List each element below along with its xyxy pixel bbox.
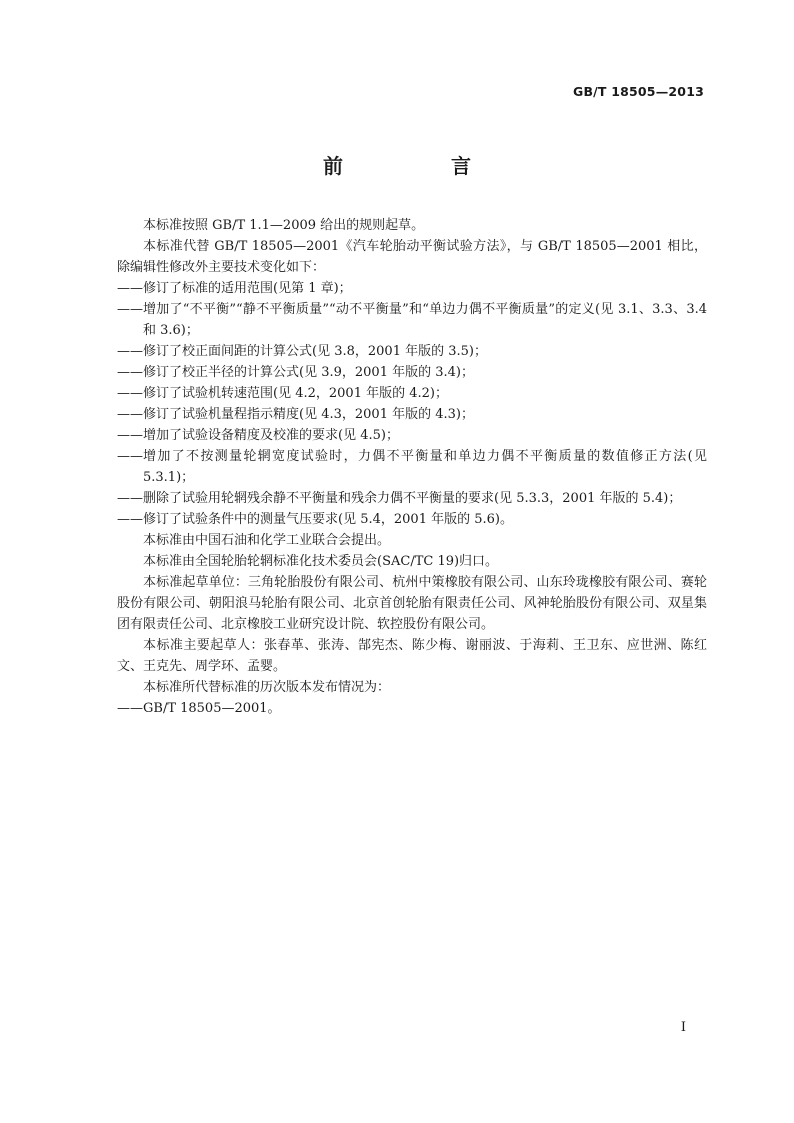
list-item-text: 增加了“不平衡”“静不平衡质量”“动不平衡量”和“单边力偶不平衡质量”的定义(见 3.1、3.3、3.4 和 3.6)； — [143, 302, 707, 338]
history-list — [117, 698, 707, 719]
dash-mark: —— — [117, 701, 143, 716]
changes-list — [117, 278, 707, 530]
list-item-text: 删除了试验用轮辋残余静不平衡量和残余力偶不平衡量的要求(见 5.3.3，2001 年版的 5.4)； — [143, 491, 682, 506]
dash-mark: —— — [117, 281, 143, 296]
list-item — [117, 404, 707, 425]
paragraph-committee: 本标准由全国轮胎轮辋标准化技术委员会(SAC/TC 19)归口。 — [143, 554, 499, 569]
dash-mark: —— — [117, 386, 143, 401]
list-item-text: 修订了校正面间距的计算公式(见 3.8，2001 年版的 3.5)； — [143, 344, 487, 359]
paragraph-history-intro: 本标准所代替标准的历次版本发布情况为： — [143, 680, 391, 695]
dash-mark: —— — [117, 512, 143, 527]
list-item-text: 修订了标准的适用范围(见第 1 章)； — [143, 281, 352, 296]
list-item — [117, 446, 707, 488]
list-item — [117, 362, 707, 383]
list-item-text: 修订了校正半径的计算公式(见 3.9，2001 年版的 3.4)； — [143, 365, 474, 380]
list-item-text: 修订了试验条件中的测量气压要求(见 5.4，2001 年版的 5.6)。 — [143, 512, 513, 527]
paragraph-drafting-rules: 本标准按照 GB/T 1.1—2009 给出的规则起草。 — [143, 218, 425, 233]
list-item-text: 修订了试验机转速范围(见 4.2，2001 年版的 4.2)； — [143, 386, 448, 401]
list-item-text: 修订了试验机量程指示精度(见 4.3，2001 年版的 4.3)； — [143, 407, 474, 422]
list-item-text: GB/T 18505—2001。 — [143, 701, 281, 716]
list-item-text: 增加了不按测量轮辋宽度试验时，力偶不平衡量和单边力偶不平衡质量的数值修正方法(见 5.3.1)； — [143, 449, 707, 485]
dash-mark: —— — [117, 344, 143, 359]
dash-mark: —— — [117, 449, 143, 464]
paragraph-proposer: 本标准由中国石油和化学工业联合会提出。 — [143, 533, 391, 548]
list-item — [117, 698, 707, 719]
dash-mark: —— — [117, 491, 143, 506]
list-item — [117, 383, 707, 404]
list-item — [117, 341, 707, 362]
dash-mark: —— — [117, 365, 143, 380]
list-item — [117, 488, 707, 509]
list-item — [117, 299, 707, 341]
page-number: I — [680, 1020, 686, 1035]
dash-mark: —— — [117, 407, 143, 422]
foreword-body — [117, 215, 707, 719]
paragraph-drafting-units: 本标准起草单位：三角轮胎股份有限公司、杭州中策橡胶有限公司、山东玲珑橡胶有限公司、赛轮股份有限公司、朝阳浪马轮胎有限公司、北京首创轮胎有限责任公司、风神轮胎股份有限公司、双星集团有限责任公司、北京橡胶工业研究设计院、软控股份有限公司。 — [117, 575, 707, 632]
dash-mark: —— — [117, 302, 143, 317]
page-title: 前 言 — [323, 154, 515, 178]
standard-code: GB/T 18505—2013 — [572, 84, 704, 99]
list-item-text: 增加了试验设备精度及校准的要求(见 4.5)； — [143, 428, 399, 443]
dash-mark: —— — [117, 428, 143, 443]
paragraph-drafters: 本标准主要起草人：张春革、张涛、郜宪杰、陈少梅、谢丽波、于海莉、王卫东、应世洲、陈红文、王克先、周学环、孟婴。 — [117, 638, 707, 674]
list-item — [117, 425, 707, 446]
paragraph-replacement: 本标准代替 GB/T 18505—2001《汽车轮胎动平衡试验方法》，与 GB/T 18505—2001 相比，除编辑性修改外主要技术变化如下： — [117, 239, 707, 275]
list-item — [117, 278, 707, 299]
list-item — [117, 509, 707, 530]
